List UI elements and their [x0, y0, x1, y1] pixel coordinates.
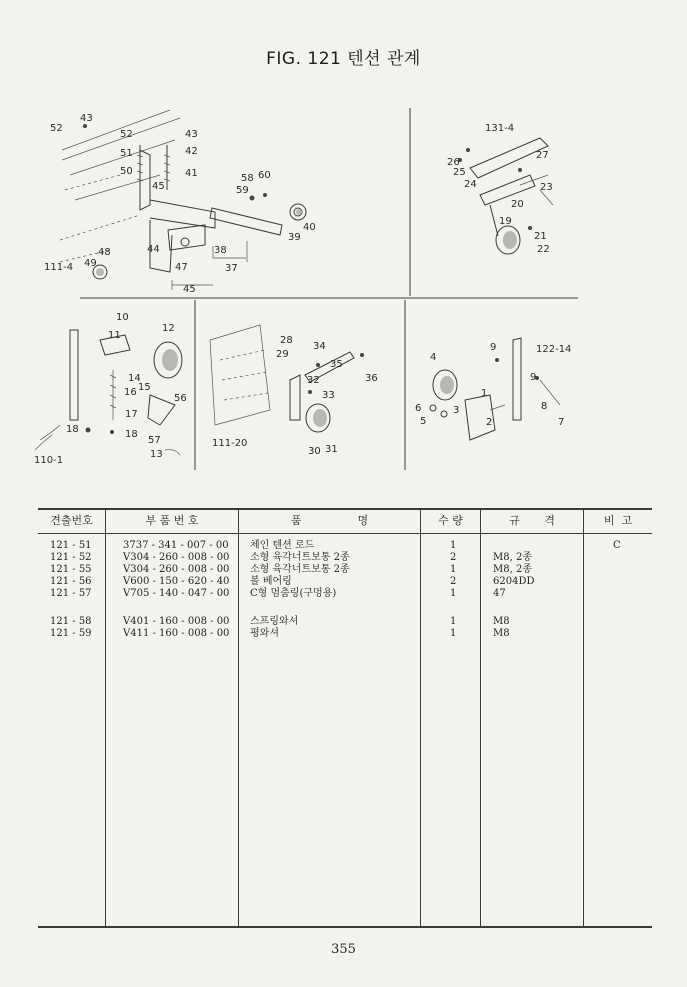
callout: 57 — [148, 435, 161, 446]
callout: 41 — [185, 168, 198, 179]
callout: 45 — [183, 284, 196, 295]
column-divider — [480, 508, 481, 927]
callout: 17 — [125, 409, 138, 420]
name-cell: 소형 육각너트보통 2종 — [250, 552, 350, 563]
spec-cell: M8 — [493, 616, 510, 627]
callout: 15 — [138, 382, 151, 393]
figure-title: FIG. 121 텐션 관계 — [266, 49, 421, 69]
callout: 26 — [447, 157, 460, 168]
callout: 5 — [420, 416, 427, 427]
callout: 19 — [499, 216, 512, 227]
panel-d-callouts — [212, 335, 378, 457]
callout: 43 — [185, 129, 198, 140]
callout: 18 — [125, 429, 138, 440]
callout: 36 — [365, 373, 378, 384]
qty-cell: 1 — [450, 564, 457, 575]
column-header-name: 품 명 — [290, 514, 369, 527]
column-divider — [238, 508, 239, 927]
qty-cell: 2 — [450, 552, 457, 563]
callout: 38 — [214, 245, 227, 256]
callout: 45 — [152, 181, 165, 192]
callout: 18 — [66, 424, 79, 435]
callout: 16 — [124, 387, 137, 398]
callout: 44 — [147, 244, 160, 255]
name-cell: 평와셔 — [250, 628, 279, 639]
ref-cell: 121 - 58 — [50, 616, 92, 627]
part-number-cell: V304 - 260 - 008 - 00 — [123, 552, 230, 563]
callout: 52 — [120, 129, 133, 140]
name-cell: C형 멈춤링(구멍용) — [250, 588, 337, 599]
part-number-cell: V304 - 260 - 008 - 00 — [123, 564, 230, 575]
page-number: 355 — [331, 942, 356, 957]
part-number-cell: V401 - 160 - 008 - 00 — [123, 616, 230, 627]
panel-b-callouts — [447, 123, 553, 255]
callout: 31 — [325, 444, 338, 455]
callout: 42 — [185, 146, 198, 157]
part-number-cell: V600 - 150 - 620 - 40 — [123, 576, 230, 587]
callout: 20 — [511, 199, 524, 210]
callout: 11 — [108, 330, 121, 341]
callout: 48 — [98, 247, 111, 258]
callout: 9 — [530, 372, 537, 383]
callout: 111-4 — [44, 262, 74, 273]
callout: 22 — [537, 244, 550, 255]
callout: 111-20 — [212, 438, 248, 449]
name-cell: 스프링와셔 — [250, 616, 299, 627]
callout: 6 — [415, 403, 422, 414]
spec-cell: M8, 2종 — [493, 552, 532, 563]
callout: 131-4 — [485, 123, 515, 134]
ref-cell: 121 - 52 — [50, 552, 92, 563]
column-header-part-number: 부 품 번 호 — [145, 514, 199, 527]
callout: 50 — [120, 166, 133, 177]
callout: 9 — [490, 342, 497, 353]
callout: 3 — [453, 405, 460, 416]
ref-cell: 121 - 55 — [50, 564, 92, 575]
callout: 33 — [322, 390, 335, 401]
name-cell: 볼 베어링 — [250, 576, 292, 587]
column-divider — [105, 508, 106, 927]
callout: 34 — [313, 341, 326, 352]
callout: 8 — [541, 401, 548, 412]
callout: 12 — [162, 323, 175, 334]
callout: 49 — [84, 258, 97, 269]
ref-cell: 121 - 59 — [50, 628, 92, 639]
column-header-spec: 규 격 — [509, 514, 555, 527]
part-number-cell: V705 - 140 - 047 - 00 — [123, 588, 230, 599]
callout: 14 — [128, 373, 141, 384]
callout: 23 — [540, 182, 553, 193]
ref-cell: 121 - 56 — [50, 576, 92, 587]
column-header-qty: 수 량 — [438, 514, 463, 527]
callout: 30 — [308, 446, 321, 457]
callout: 47 — [175, 262, 188, 273]
callout: 10 — [116, 312, 129, 323]
callout: 56 — [174, 393, 187, 404]
spec-cell: 47 — [493, 588, 506, 599]
callout: 60 — [258, 170, 271, 181]
callout: 4 — [430, 352, 437, 363]
spec-cell: 6204DD — [493, 576, 535, 587]
spec-cell: M8 — [493, 628, 510, 639]
spec-cell: M8, 2종 — [493, 564, 532, 575]
qty-cell: 1 — [450, 616, 457, 627]
callout: 29 — [276, 349, 289, 360]
callout: 43 — [80, 113, 93, 124]
ref-cell: 121 - 57 — [50, 588, 92, 599]
part-number-cell: V411 - 160 - 008 - 00 — [123, 628, 230, 639]
callout: 32 — [307, 375, 320, 386]
part-number-cell: 3737 - 341 - 007 - 00 — [123, 540, 229, 551]
callout: 59 — [236, 185, 249, 196]
callout: 21 — [534, 231, 547, 242]
callout: 40 — [303, 222, 316, 233]
qty-cell: 1 — [450, 628, 457, 639]
qty-cell: 1 — [450, 588, 457, 599]
callout: 122-14 — [536, 344, 572, 355]
column-header-note: 비 고 — [603, 514, 633, 527]
name-cell: 소형 육각너트보통 2종 — [250, 564, 350, 575]
callout: 7 — [558, 417, 565, 428]
column-divider — [420, 508, 421, 927]
callout: 51 — [120, 148, 133, 159]
callout: 25 — [453, 167, 466, 178]
callout: 2 — [486, 417, 493, 428]
table-bottom-rule — [38, 926, 652, 928]
table-header-rule — [38, 533, 652, 534]
callout: 24 — [464, 179, 477, 190]
column-header-ref: 견출번호 — [50, 514, 93, 527]
callout: 37 — [225, 263, 238, 274]
callout: 58 — [241, 173, 254, 184]
panel-c-callouts — [34, 312, 187, 466]
callout: 35 — [330, 359, 343, 370]
column-divider — [583, 508, 584, 927]
name-cell: 체인 텐션 로드 — [250, 540, 315, 551]
qty-cell: 1 — [450, 540, 457, 551]
ref-cell: 121 - 51 — [50, 540, 92, 551]
callout: 27 — [536, 150, 549, 161]
callout: 13 — [150, 449, 163, 460]
callout: 52 — [50, 123, 63, 134]
callout: 110-1 — [34, 455, 64, 466]
callout: 1 — [481, 388, 488, 399]
note-cell: C — [613, 540, 621, 551]
qty-cell: 2 — [450, 576, 457, 587]
callout: 28 — [280, 335, 293, 346]
panel-a-callouts — [44, 113, 316, 295]
callout: 39 — [288, 232, 301, 243]
